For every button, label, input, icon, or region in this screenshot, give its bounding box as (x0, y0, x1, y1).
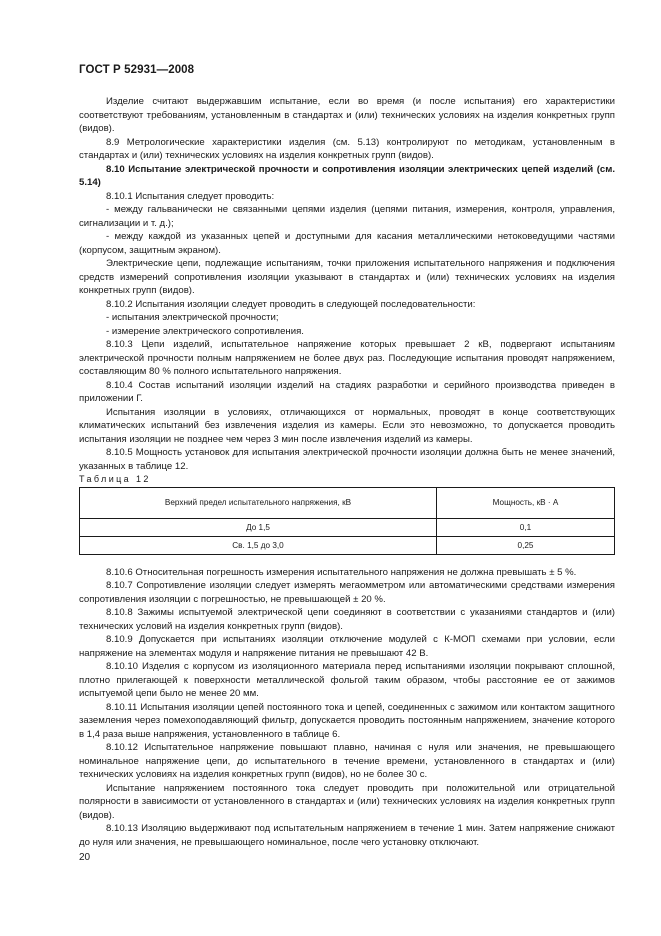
table-cell: 0,1 (437, 518, 615, 536)
table-caption: Таблица 12 (79, 474, 151, 484)
paragraph: 8.10.4 Состав испытаний изоляции изделий на стадиях разработки и серийного производства приведен в приложении Г. (79, 379, 615, 404)
document-body (79, 95, 615, 849)
paragraph: 8.10.12 Испытательное напряжение повышают плавно, начиная с нуля или значения, не превышающего номинальное напряжение цепи, до испытательного в течение времени, установленного в стандартах и (или) технических условиях на изделия конкретных групп (видов), но не более 30 с. (79, 742, 615, 780)
paragraph: Электрические цепи, подлежащие испытаниям, точки приложения испытательного напряжения и подключения средств измерений сопротивления изоляции указывают в стандартах и (или) технических условиях на изделия конкретных групп (видов). (79, 258, 615, 296)
paragraph: - между гальванически не связанными цепями изделия (цепями питания, измерения, контроля, управления, сигнализации и т. д.); (79, 204, 615, 229)
paragraph: 8.10.2 Испытания изоляции следует проводить в следующей последовательности: (106, 298, 476, 310)
paragraph: 8.10.7 Сопротивление изоляции следует измерять мегаомметром или автоматическими средствами измерения сопротивления изоляции с погрешностью, не превышающей ± 20 %. (79, 580, 615, 605)
paragraph: 8.10.10 Изделия с корпусом из изоляционного материала перед испытаниями изоляции покрывают сплошной, плотно прилегающей к поверхности металлической фольгой таким образом, чтобы расстояние ее от зажимов испытуемой цепи было не менее 20 мм. (79, 661, 615, 699)
paragraph: Испытания изоляции в условиях, отличающихся от нормальных, проводят в конце соответствующих климатических испытаний без извлечения изделия из камеры. Если это невозможно, то допускается проводить испытания изоляции не позднее чем через 3 мин после извлечения изделий из камеры. (79, 406, 615, 445)
paragraph: 8.10.9 Допускается при испытаниях изоляции отключение модулей с К-МОП схемами при условии, если напряжение на элементах модуля и напряжение питания не превышают 42 В. (79, 634, 615, 659)
paragraph: 8.10.3 Цепи изделий, испытательное напряжение которых превышает 2 кВ, подвергают испытаниям электрической прочности полным напряжением не более двух раз. Последующие испытания проводят напряжением, составляющим 80 % полного испытательного напряжения. (79, 339, 615, 377)
paragraph: 8.9 Метрологические характеристики изделия (см. 5.13) контролируют по методикам, установленным в стандартах и (или) технических условиях на изделия конкретных групп (видов). (79, 136, 615, 161)
paragraph: - между каждой из указанных цепей и доступными для касания металлическими нетоковедущими частями (корпусом, защитным экраном). (79, 231, 615, 256)
table-header-row (80, 487, 615, 518)
paragraph: - измерение электрического сопротивления. (106, 325, 304, 337)
paragraph: 8.10.6 Относительная погрешность измерения испытательного напряжения не должна превышать ± 5 %. (106, 566, 577, 578)
table-row (80, 518, 615, 536)
table-header-power: Мощность, кВ · А (437, 487, 615, 518)
paragraph: 8.10.8 Зажимы испытуемой электрической цепи соединяют в соответствии с указаниями стандартов и (или) технических условий на изделия конкретных групп (видов). (79, 607, 615, 632)
table-cell: До 1,5 (80, 518, 437, 536)
paragraphs-before-table (79, 95, 615, 473)
table-header-voltage: Верхний предел испытательного напряжения, кВ (80, 487, 437, 518)
paragraph: 8.10.13 Изоляцию выдерживают под испытательным напряжением в течение 1 мин. Затем напряжение снижают до нуля или значения, не превышающего номинальное, после чего установку отключают. (79, 823, 615, 848)
paragraph: Изделие считают выдержавшим испытание, если во время (и после испытания) его характеристики соответствуют требованиям, установленным в стандартах и (или) технических условиях на изделия конкретных групп (видов). (79, 96, 615, 134)
paragraph: 8.10.1 Испытания следует проводить: (106, 190, 275, 202)
document-header: ГОСТ Р 52931—2008 (79, 64, 195, 76)
paragraph: 8.10.11 Испытания изоляции цепей постоянного тока и цепей, соединенных с зажимом или контактом защитного заземления через помехоподавляющий фильтр, допускается проводить постоянным напряжением, значение которого в 1,4 раза выше напряжения, установленного в таблице 6. (79, 701, 615, 740)
paragraph: - испытания электрической прочности; (106, 312, 279, 323)
table-cell: 0,25 (437, 536, 615, 554)
table-row (80, 536, 615, 554)
table-cell: Св. 1,5 до 3,0 (80, 536, 437, 554)
paragraph: 8.10.5 Мощность установок для испытания электрической прочности изоляции должна быть не менее значений, указанных в таблице 12. (79, 447, 615, 472)
page-number: 20 (79, 852, 91, 863)
table-12 (79, 487, 615, 555)
paragraphs-after-table (79, 566, 615, 850)
paragraph: 8.10 Испытание электрической прочности и сопротивления изоляции электрических цепей изделий (см. 5.14) (79, 163, 615, 188)
paragraph: Испытание напряжением постоянного тока следует проводить при положительной или отрицательной полярности в зависимости от установленного в стандартах и (или) технических условиях на изделия конкретных групп (видов). (79, 782, 615, 821)
